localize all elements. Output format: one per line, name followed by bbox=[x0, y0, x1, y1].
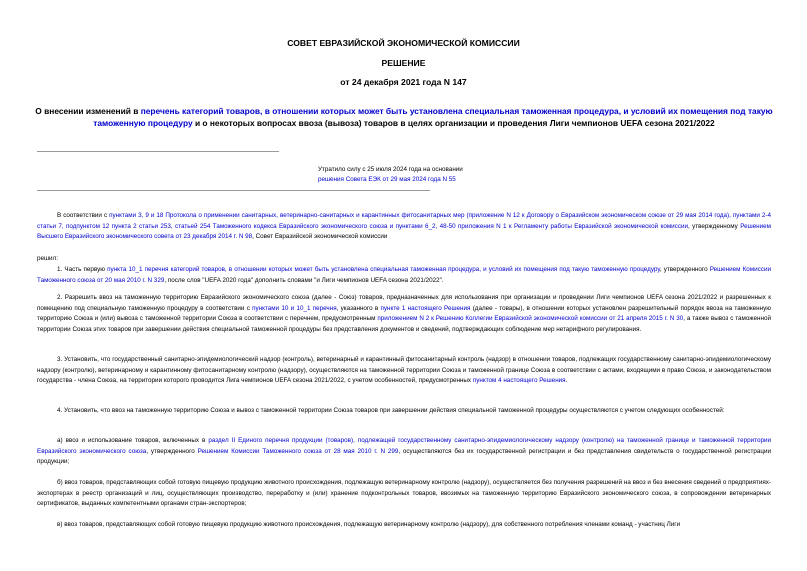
status-note-text: Утратило силу с 25 июля 2024 года на основании bbox=[318, 166, 463, 173]
paragraph-text: , после слов "UEFA 2020 года" дополнить словами "и Лиги чемпионов UEFA сезона 2021/2022". bbox=[164, 276, 444, 284]
paragraph-text: , утвержденного bbox=[659, 266, 710, 273]
subparagraph-b: б) ввоз товаров, представляющих собой готовую пищевую продукцию животного происхождения, подлежащую ветеринарному контролю (надзору), осуществляется без получения разрешений на ввоз и без внесения сведений о предприятиях-экспортерах в реестр организаций и лиц, осуществляющих производство, переработку и (или) хранение подконтрольных товаров, ввозимых на таможенную территорию Евразийского экономического союза, в сопровождении ветеринарных сертификатов, выданных компетентными органами стран-экспортеров; bbox=[37, 479, 771, 508]
preamble-paragraph bbox=[37, 211, 771, 243]
divider bbox=[37, 190, 430, 191]
paragraph-text: , а также вывоз с таможенной территории Союза этих товаров при завершении действия специальной таможенной процедуры без представления документов и сведений, подтверждающих соблюдение мер нетарифного регулирования. bbox=[37, 315, 771, 333]
issuer-heading: СОВЕТ ЕВРАЗИЙСКОЙ ЭКОНОМИЧЕСКОЙ КОМИССИИ bbox=[287, 38, 520, 48]
divider bbox=[37, 151, 279, 152]
subparagraph-a-link-section[interactable]: раздел II Единого перечня продукции (товаров), подлежащей государственному санитарно-эпидемиологическому надзору (контролю) на таможенной границе и таможенной территории Евразийского экономического союза bbox=[37, 437, 771, 455]
paragraph-text: , утвержденному bbox=[688, 222, 741, 230]
paragraph-text: , утвержденного bbox=[146, 447, 198, 455]
paragraph-4: 4. Установить, что ввоз на таможенную территорию Союза и вывоз с таможенной территории Союза товаров при завершении действия специальной таможенной процедуры осуществляются с учетом следующих особенностей: bbox=[57, 407, 725, 414]
subparagraph-a-link-decision[interactable]: Решением Комиссии Таможенного союза от 28 мая 2010 г. N 299 bbox=[197, 447, 399, 455]
decided-label: решил: bbox=[37, 255, 58, 262]
preamble-link-protocol[interactable]: пунктами 3, 9 и 18 Протокола о применении санитарных, ветеринарно-санитарных и карантинных фитосанитарных мер (приложение N 12 к Договору о Евразийском экономическом союзе от 29 мая 2014 года), пунктами 2-4 статьи 7, подпунктом 12 пункта 2 статьи 253, статьей 254 Таможенного кодекса Евразийского экономического союза и пунктами 6_2, 48-50 приложения N 1 к Регламенту работы Евразийской экономической комиссии bbox=[37, 212, 771, 230]
subparagraph-a bbox=[37, 436, 771, 468]
date-number-heading: от 24 декабря 2021 года N 147 bbox=[340, 77, 467, 87]
paragraph-2 bbox=[37, 293, 771, 335]
paragraph-1 bbox=[37, 265, 771, 286]
paragraph-text: (далее - товары), в отношении которых установлен разрешительный порядок ввоза на таможенную территорию Союза и (или) вывоза с таможенной территории Союза в соответствии с перечнем, предусмотренным bbox=[37, 304, 771, 323]
paragraph-2-link-items[interactable]: пунктами 10 и 10_1 перечня bbox=[252, 304, 337, 312]
paragraph-text: В соответствии с bbox=[57, 212, 110, 219]
title-text: О внесении изменений в bbox=[35, 106, 141, 116]
preamble-link-decision[interactable]: Решением Высшего Евразийского экономического совета от 23 декабря 2014 г. N 98 bbox=[37, 222, 771, 241]
paragraph-text: , указанного в bbox=[336, 304, 381, 312]
paragraph-text: , осуществляются без их государственной регистрации и без представления свидетельств о государственной регистрации продукции; bbox=[37, 447, 771, 466]
paragraph-3 bbox=[37, 355, 771, 387]
paragraph-text: а) ввоз и использование товаров, включенных в bbox=[57, 437, 209, 444]
paragraph-1-link-item[interactable]: пункта 10_1 перечня категорий товаров, в отношении которых может быть установлена специальная таможенная процедура, и условий их помещения под такую таможенную процедуру bbox=[107, 266, 660, 273]
title-text: и о некоторых вопросах ввоза (вывоза) товаров в целях организации и проведения Лиги чемпионов UEFA сезона 2021/2022 bbox=[192, 118, 715, 128]
paragraph-text: 2. Разрешить ввоз на таможенную территорию Евразийского экономического союза (далее - Союз) товаров, предназначенных для использования при организации и проведении Лиги чемпионов UEFA сезона 2021/2022 и разрешенных к помещению под специальную таможенную процедуру в соответствии с bbox=[37, 294, 771, 312]
paragraph-1-link-decision[interactable]: Решением Комиссии Таможенного союза от 20 мая 2010 г. N 329 bbox=[37, 266, 771, 284]
status-note bbox=[318, 165, 463, 185]
paragraph-2-link-item1[interactable]: пункте 1 настоящего Решения bbox=[380, 304, 471, 312]
document-title bbox=[34, 105, 774, 129]
paragraph-2-link-appendix[interactable]: приложением N 2 к Решению Коллегии Евразийской экономической комиссии от 21 апреля 2015 г. N 30 bbox=[377, 315, 684, 323]
paragraph-text: 3. Установить, что государственный санитарно-эпидемиологический надзор (контроль), ветеринарный и карантинный фитосанитарный контроль (надзор) в отношении товаров, подлежащих государственному санитарно-эпидемиологическому надзору (контролю), ветеринарному и карантинному фитосанитарному контролю (надзору), осуществляются на таможенной территории Союза и таможенной границе Союза в соответствии с актами, входящими в право Союза, и законодательством государства - члена Союза, на территории которого проводится Лига чемпионов UEFA сезона 2021/2022, с учетом особенностей, предусмотренных bbox=[37, 356, 771, 385]
document-type-heading: РЕШЕНИЕ bbox=[381, 58, 426, 68]
status-note-link[interactable]: решения Совета ЕЭК от 29 мая 2024 года N 55 bbox=[318, 176, 456, 183]
title-link-list[interactable]: перечень категорий товаров, в отношении которых может быть установлена специальная таможенная процедура, и условий их помещения под такую таможенную процедуру bbox=[93, 106, 773, 128]
subparagraph-v: в) ввоз товаров, представляющих собой готовую пищевую продукцию животного происхождения, подлежащую ветеринарному контролю (надзору), для собственного потребления членами команд - участниц Лиги bbox=[57, 521, 681, 528]
paragraph-text: , Совет Евразийской экономической комиссии bbox=[252, 233, 388, 241]
paragraph-text: . bbox=[565, 377, 568, 385]
paragraph-text: 1. Часть первую bbox=[57, 266, 108, 273]
paragraph-3-link-item4[interactable]: пунктом 4 настоящего Решения bbox=[472, 377, 566, 385]
